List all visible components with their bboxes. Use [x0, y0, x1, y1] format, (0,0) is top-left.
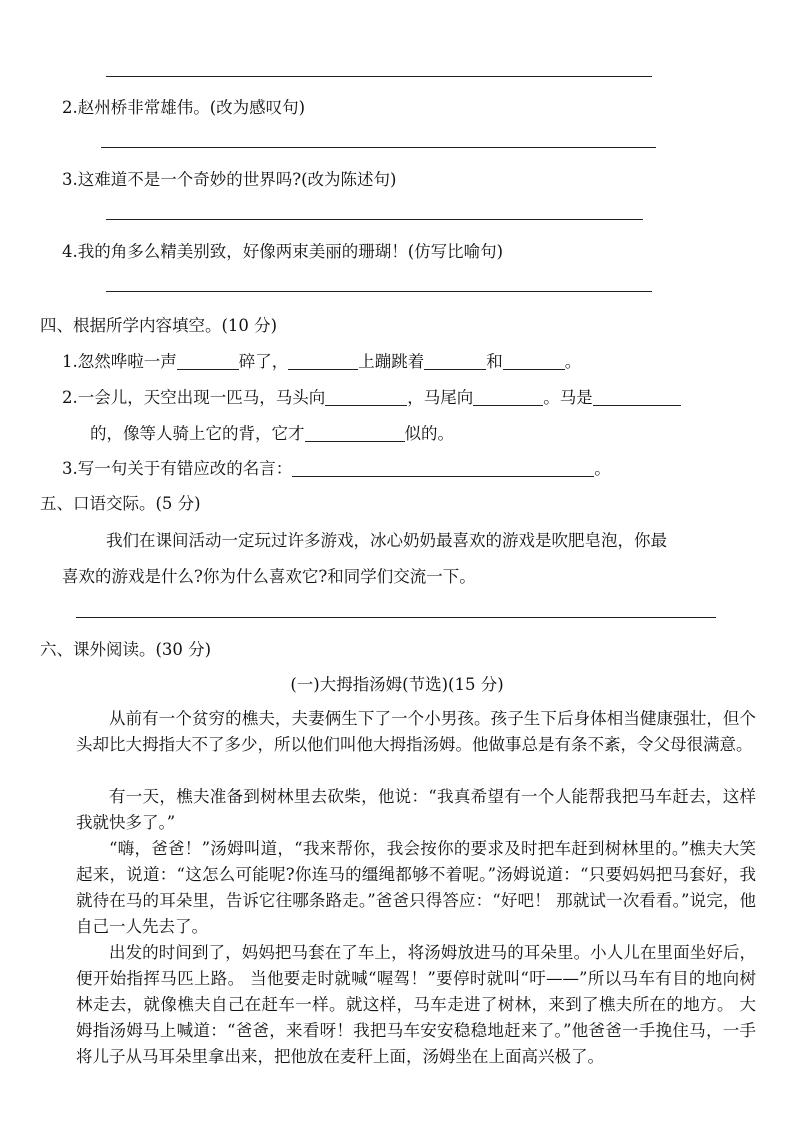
q4-item-3-text-b: 。 [594, 459, 611, 478]
answer-line-4[interactable] [106, 291, 652, 292]
q4-item-1-text-b: 碎了， [238, 352, 289, 371]
q3-item-2: 2.赵州桥非常雄伟。(改为感叹句) [62, 98, 306, 117]
q4-item-2-cont [90, 420, 454, 444]
answer-line-5[interactable] [76, 617, 716, 618]
q4-item-1 [62, 348, 581, 372]
blank-6[interactable] [473, 387, 543, 406]
blank-7[interactable] [593, 387, 681, 406]
q4-item-2-text-a: 2.一会儿，天空出现一匹马，马头向 [62, 388, 326, 407]
q4-item-2b-text-a: 的，像等人骑上它的背，它才 [90, 424, 305, 443]
q4-item-1-text-c: 上蹦跳着 [358, 352, 425, 371]
passage-paragraph-2: 有一天，樵夫准备到树林里去砍柴，他说：“我真希望有一个人能帮我把马车赶去，这样我就快多了。” [76, 787, 756, 832]
answer-line-1[interactable] [106, 76, 652, 77]
q4-item-2-text-b: ，马尾向 [407, 388, 474, 407]
q4-item-3-text-a: 3.写一句关于有错应改的名言： [62, 459, 293, 478]
answer-line-3[interactable] [106, 219, 643, 220]
blank-3[interactable] [424, 351, 486, 370]
answer-line-2[interactable] [101, 147, 656, 148]
q4-item-1-text-d: 和 [486, 352, 503, 371]
passage-paragraph-4: 出发的时间到了，妈妈把马套在了车上，将汤姆放进马的耳朵里。小人儿在里面坐好后，便开始指挥马匹上路。 当他要走时就喊“喔驾！”要停时就叫“吁——”所以马车有目的地向树林走去，就像樵夫自己在赶车一样。就这样，马车走进了树林，来到了樵夫所在的地方。 大姆指汤姆马上喊道：“爸爸，来看呀！我把马车安安稳稳地赶来了。”他爸爸一手挽住马，一手将儿子从马耳朵里拿出来，把他放在麦秆上面，汤姆坐在上面高兴极了。 [76, 943, 756, 1066]
section-6-header: 六、课外阅读。(30 分) [40, 640, 212, 659]
q4-item-1-text-a: 1.忽然哗啦一声 [62, 352, 177, 371]
blank-9[interactable] [292, 458, 594, 477]
q4-item-3 [62, 455, 611, 479]
q4-item-1-text-e: 。 [564, 352, 582, 371]
q4-item-2-text-c: 。马是 [543, 388, 593, 407]
blank-8[interactable] [305, 423, 405, 442]
blank-4[interactable] [503, 351, 565, 370]
section-4-header: 四、根据所学内容填空。(10 分) [40, 316, 278, 335]
passage-paragraph-3: “嗨，爸爸！”汤姆叫道，“我来帮你，我会按你的要求及时把车赶到树林里的。”樵夫大笑起来，说道：“这怎么可能呢?你连马的缰绳都够不着呢。”汤姆说道：“只要妈妈把马套好，我就待在马的耳朵里，告诉它往哪条路走。”爸爸只得答应：“好吧！ 那就试一次看看。”说完，他自己一人先去了。 [76, 839, 756, 936]
q4-item-2 [62, 384, 681, 408]
q4-item-2b-text-b: 似的。 [404, 424, 454, 443]
q5-prompt-line-2: 喜欢的游戏是什么?你为什么喜欢它?和同学们交流一下。 [62, 567, 476, 586]
q3-item-4: 4.我的角多么精美别致，好像两束美丽的珊瑚！(仿写比喻句) [62, 242, 504, 261]
q3-item-3: 3.这难道不是一个奇妙的世界吗?(改为陈述句) [62, 170, 397, 189]
blank-1[interactable] [177, 351, 239, 370]
passage-title: (一)大拇指汤姆(节选)(15 分) [290, 675, 504, 694]
passage-paragraph-1: 从前有一个贫穷的樵夫，夫妻俩生下了一个小男孩。孩子生下后身体相当健康强壮，但个头却比大拇指大不了多少，所以他们叫他大拇指汤姆。他做事总是有条不紊，令父母很满意。 [76, 709, 756, 754]
blank-5[interactable] [325, 387, 407, 406]
blank-2[interactable] [288, 351, 358, 370]
section-5-header: 五、口语交际。(5 分) [40, 494, 201, 513]
q5-prompt-line-1: 我们在课间活动一定玩过许多游戏，冰心奶奶最喜欢的游戏是吹肥皂泡，你最 [106, 531, 667, 550]
